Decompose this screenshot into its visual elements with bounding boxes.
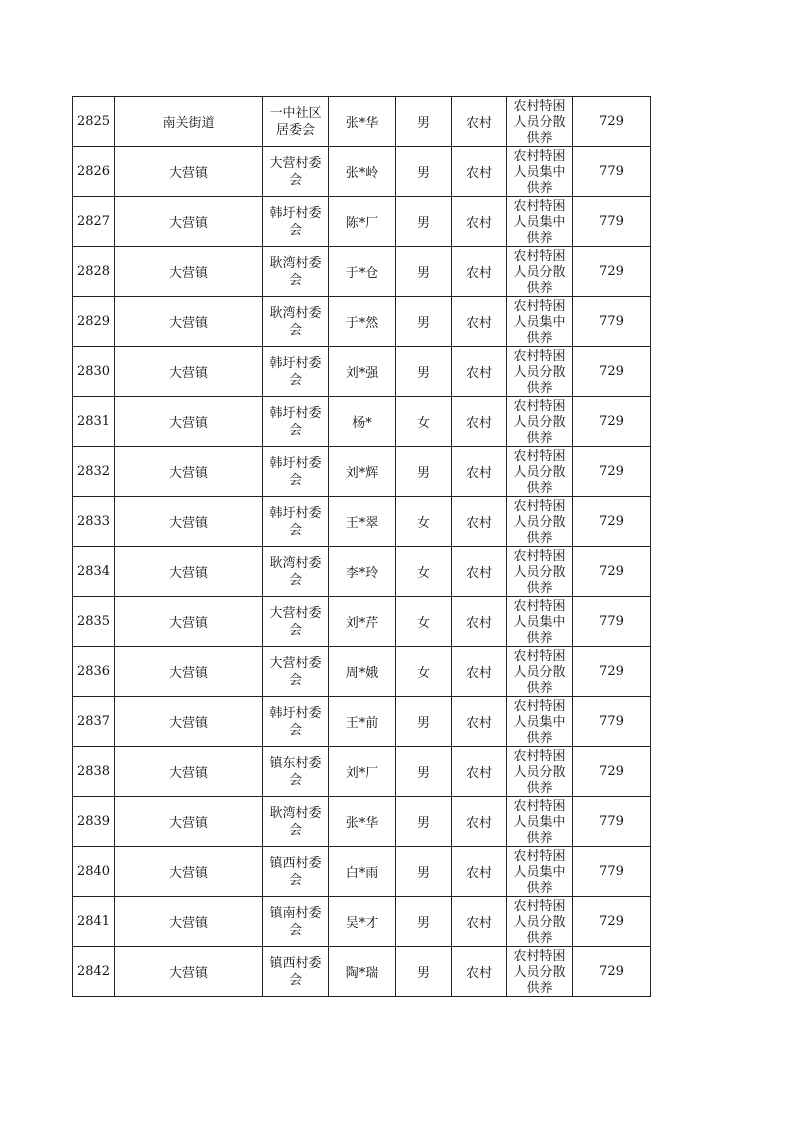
cell-number: 2842 bbox=[73, 947, 115, 997]
cell-gender: 男 bbox=[396, 847, 452, 897]
cell-town: 大营镇 bbox=[115, 747, 263, 797]
category-text: 农村特困人员集中供养 bbox=[513, 799, 566, 846]
category-text: 农村特困人员集中供养 bbox=[513, 199, 566, 246]
cell-amount: 729 bbox=[573, 647, 651, 697]
cell-name: 王*前 bbox=[329, 697, 396, 747]
category-text: 农村特困人员集中供养 bbox=[513, 699, 566, 746]
cell-amount: 779 bbox=[573, 597, 651, 647]
cell-household-type: 农村 bbox=[452, 847, 507, 897]
cell-name: 刘*强 bbox=[329, 347, 396, 397]
cell-gender: 女 bbox=[396, 547, 452, 597]
cell-town: 大营镇 bbox=[115, 147, 263, 197]
cell-name: 刘*厂 bbox=[329, 747, 396, 797]
cell-household-type: 农村 bbox=[452, 297, 507, 347]
cell-number: 2827 bbox=[73, 197, 115, 247]
table-row bbox=[73, 397, 651, 447]
cell-village bbox=[263, 397, 329, 447]
cell-name: 白*雨 bbox=[329, 847, 396, 897]
table-row bbox=[73, 97, 651, 147]
cell-amount: 779 bbox=[573, 197, 651, 247]
cell-name: 李*玲 bbox=[329, 547, 396, 597]
cell-gender: 男 bbox=[396, 247, 452, 297]
cell-amount: 729 bbox=[573, 497, 651, 547]
village-text: 大营村委会 bbox=[269, 155, 322, 188]
cell-name: 张*华 bbox=[329, 97, 396, 147]
cell-category bbox=[507, 897, 573, 947]
cell-village bbox=[263, 547, 329, 597]
category-text: 农村特困人员集中供养 bbox=[513, 599, 566, 646]
cell-village bbox=[263, 247, 329, 297]
cell-category bbox=[507, 797, 573, 847]
village-text: 韩圩村委会 bbox=[269, 355, 322, 388]
cell-category bbox=[507, 597, 573, 647]
category-text: 农村特困人员分散供养 bbox=[513, 949, 566, 996]
cell-gender: 女 bbox=[396, 497, 452, 547]
table-row bbox=[73, 647, 651, 697]
cell-gender: 女 bbox=[396, 397, 452, 447]
table-row bbox=[73, 897, 651, 947]
cell-village bbox=[263, 447, 329, 497]
cell-name: 吴*才 bbox=[329, 897, 396, 947]
cell-village bbox=[263, 597, 329, 647]
table-row bbox=[73, 497, 651, 547]
cell-village bbox=[263, 797, 329, 847]
cell-gender: 男 bbox=[396, 747, 452, 797]
table-row bbox=[73, 197, 651, 247]
village-text: 耿湾村委会 bbox=[269, 255, 322, 288]
village-text: 镇西村委会 bbox=[269, 855, 322, 888]
cell-village bbox=[263, 197, 329, 247]
cell-amount: 779 bbox=[573, 847, 651, 897]
village-text: 韩圩村委会 bbox=[269, 205, 322, 238]
category-text: 农村特困人员分散供养 bbox=[513, 549, 566, 596]
cell-amount: 729 bbox=[573, 97, 651, 147]
cell-number: 2834 bbox=[73, 547, 115, 597]
table-row bbox=[73, 447, 651, 497]
cell-household-type: 农村 bbox=[452, 947, 507, 997]
cell-name: 王*翠 bbox=[329, 497, 396, 547]
cell-name: 刘*辉 bbox=[329, 447, 396, 497]
village-text: 耿湾村委会 bbox=[269, 305, 322, 338]
cell-amount: 779 bbox=[573, 147, 651, 197]
cell-number: 2835 bbox=[73, 597, 115, 647]
cell-town: 大营镇 bbox=[115, 797, 263, 847]
cell-gender: 男 bbox=[396, 897, 452, 947]
cell-gender: 男 bbox=[396, 947, 452, 997]
cell-gender: 男 bbox=[396, 297, 452, 347]
cell-household-type: 农村 bbox=[452, 547, 507, 597]
cell-town: 大营镇 bbox=[115, 597, 263, 647]
cell-gender: 男 bbox=[396, 147, 452, 197]
cell-town: 大营镇 bbox=[115, 547, 263, 597]
cell-amount: 729 bbox=[573, 747, 651, 797]
cell-category bbox=[507, 247, 573, 297]
cell-category bbox=[507, 947, 573, 997]
cell-name: 张*岭 bbox=[329, 147, 396, 197]
cell-number: 2837 bbox=[73, 697, 115, 747]
cell-town: 大营镇 bbox=[115, 297, 263, 347]
village-text: 镇西村委会 bbox=[269, 955, 322, 988]
category-text: 农村特困人员分散供养 bbox=[513, 249, 566, 296]
cell-town: 大营镇 bbox=[115, 697, 263, 747]
cell-amount: 779 bbox=[573, 697, 651, 747]
cell-name: 杨* bbox=[329, 397, 396, 447]
cell-household-type: 农村 bbox=[452, 97, 507, 147]
category-text: 农村特困人员分散供养 bbox=[513, 99, 566, 146]
cell-household-type: 农村 bbox=[452, 897, 507, 947]
cell-number: 2833 bbox=[73, 497, 115, 547]
cell-village bbox=[263, 147, 329, 197]
cell-town: 大营镇 bbox=[115, 247, 263, 297]
category-text: 农村特困人员集中供养 bbox=[513, 149, 566, 196]
cell-category bbox=[507, 547, 573, 597]
village-text: 镇东村委会 bbox=[269, 755, 322, 788]
cell-household-type: 农村 bbox=[452, 697, 507, 747]
table-row bbox=[73, 697, 651, 747]
cell-category bbox=[507, 497, 573, 547]
cell-name: 于*仓 bbox=[329, 247, 396, 297]
cell-household-type: 农村 bbox=[452, 447, 507, 497]
village-text: 耿湾村委会 bbox=[269, 555, 322, 588]
cell-category bbox=[507, 297, 573, 347]
table-row bbox=[73, 147, 651, 197]
table-row bbox=[73, 747, 651, 797]
category-text: 农村特困人员分散供养 bbox=[513, 649, 566, 696]
cell-amount: 779 bbox=[573, 297, 651, 347]
village-text: 大营村委会 bbox=[269, 655, 322, 688]
table-row bbox=[73, 797, 651, 847]
cell-town: 大营镇 bbox=[115, 347, 263, 397]
cell-number: 2826 bbox=[73, 147, 115, 197]
cell-category bbox=[507, 447, 573, 497]
cell-gender: 男 bbox=[396, 797, 452, 847]
table-row bbox=[73, 247, 651, 297]
cell-gender: 男 bbox=[396, 697, 452, 747]
village-text: 韩圩村委会 bbox=[269, 505, 322, 538]
cell-town: 大营镇 bbox=[115, 947, 263, 997]
village-text: 镇南村委会 bbox=[269, 905, 322, 938]
cell-household-type: 农村 bbox=[452, 497, 507, 547]
cell-village bbox=[263, 347, 329, 397]
cell-category bbox=[507, 747, 573, 797]
village-text: 韩圩村委会 bbox=[269, 705, 322, 738]
cell-amount: 729 bbox=[573, 397, 651, 447]
cell-town: 大营镇 bbox=[115, 897, 263, 947]
cell-name: 于*然 bbox=[329, 297, 396, 347]
cell-household-type: 农村 bbox=[452, 747, 507, 797]
cell-household-type: 农村 bbox=[452, 797, 507, 847]
cell-amount: 729 bbox=[573, 547, 651, 597]
cell-name: 陈*厂 bbox=[329, 197, 396, 247]
cell-number: 2840 bbox=[73, 847, 115, 897]
data-table bbox=[72, 96, 651, 997]
table-row bbox=[73, 947, 651, 997]
cell-number: 2841 bbox=[73, 897, 115, 947]
village-text: 大营村委会 bbox=[269, 605, 322, 638]
cell-category bbox=[507, 347, 573, 397]
cell-number: 2839 bbox=[73, 797, 115, 847]
category-text: 农村特困人员集中供养 bbox=[513, 299, 566, 346]
cell-household-type: 农村 bbox=[452, 247, 507, 297]
cell-number: 2836 bbox=[73, 647, 115, 697]
cell-village bbox=[263, 697, 329, 747]
category-text: 农村特困人员分散供养 bbox=[513, 499, 566, 546]
cell-category bbox=[507, 197, 573, 247]
village-text: 一中社区居委会 bbox=[269, 105, 322, 138]
cell-amount: 729 bbox=[573, 247, 651, 297]
category-text: 农村特困人员分散供养 bbox=[513, 449, 566, 496]
cell-amount: 729 bbox=[573, 447, 651, 497]
cell-category bbox=[507, 647, 573, 697]
cell-category bbox=[507, 847, 573, 897]
cell-category bbox=[507, 697, 573, 747]
cell-name: 周*娥 bbox=[329, 647, 396, 697]
cell-number: 2828 bbox=[73, 247, 115, 297]
cell-gender: 男 bbox=[396, 97, 452, 147]
cell-household-type: 农村 bbox=[452, 347, 507, 397]
category-text: 农村特困人员集中供养 bbox=[513, 849, 566, 896]
cell-number: 2829 bbox=[73, 297, 115, 347]
cell-category bbox=[507, 147, 573, 197]
cell-household-type: 农村 bbox=[452, 647, 507, 697]
table-row bbox=[73, 547, 651, 597]
cell-household-type: 农村 bbox=[452, 597, 507, 647]
cell-town: 大营镇 bbox=[115, 397, 263, 447]
cell-town: 大营镇 bbox=[115, 647, 263, 697]
cell-village bbox=[263, 747, 329, 797]
cell-gender: 男 bbox=[396, 347, 452, 397]
cell-town: 南关街道 bbox=[115, 97, 263, 147]
cell-amount: 779 bbox=[573, 797, 651, 847]
cell-gender: 女 bbox=[396, 647, 452, 697]
table-row bbox=[73, 847, 651, 897]
cell-village bbox=[263, 647, 329, 697]
cell-town: 大营镇 bbox=[115, 197, 263, 247]
village-text: 耿湾村委会 bbox=[269, 805, 322, 838]
cell-gender: 女 bbox=[396, 597, 452, 647]
cell-village bbox=[263, 847, 329, 897]
cell-amount: 729 bbox=[573, 947, 651, 997]
cell-category bbox=[507, 397, 573, 447]
cell-gender: 男 bbox=[396, 197, 452, 247]
cell-number: 2830 bbox=[73, 347, 115, 397]
table-body bbox=[73, 97, 651, 997]
cell-name: 刘*芹 bbox=[329, 597, 396, 647]
cell-village bbox=[263, 297, 329, 347]
cell-household-type: 农村 bbox=[452, 147, 507, 197]
cell-name: 陶*瑞 bbox=[329, 947, 396, 997]
cell-town: 大营镇 bbox=[115, 497, 263, 547]
village-text: 韩圩村委会 bbox=[269, 405, 322, 438]
category-text: 农村特困人员分散供养 bbox=[513, 899, 566, 946]
cell-village bbox=[263, 947, 329, 997]
cell-town: 大营镇 bbox=[115, 447, 263, 497]
cell-number: 2838 bbox=[73, 747, 115, 797]
cell-number: 2832 bbox=[73, 447, 115, 497]
cell-number: 2831 bbox=[73, 397, 115, 447]
table-row bbox=[73, 347, 651, 397]
village-text: 韩圩村委会 bbox=[269, 455, 322, 488]
cell-household-type: 农村 bbox=[452, 197, 507, 247]
cell-gender: 男 bbox=[396, 447, 452, 497]
category-text: 农村特困人员分散供养 bbox=[513, 349, 566, 396]
cell-amount: 729 bbox=[573, 347, 651, 397]
cell-village bbox=[263, 97, 329, 147]
cell-amount: 729 bbox=[573, 897, 651, 947]
table-row bbox=[73, 597, 651, 647]
cell-category bbox=[507, 97, 573, 147]
table-row bbox=[73, 297, 651, 347]
cell-town: 大营镇 bbox=[115, 847, 263, 897]
category-text: 农村特困人员分散供养 bbox=[513, 399, 566, 446]
cell-name: 张*华 bbox=[329, 797, 396, 847]
cell-number: 2825 bbox=[73, 97, 115, 147]
cell-village bbox=[263, 897, 329, 947]
cell-household-type: 农村 bbox=[452, 397, 507, 447]
category-text: 农村特困人员分散供养 bbox=[513, 749, 566, 796]
cell-village bbox=[263, 497, 329, 547]
